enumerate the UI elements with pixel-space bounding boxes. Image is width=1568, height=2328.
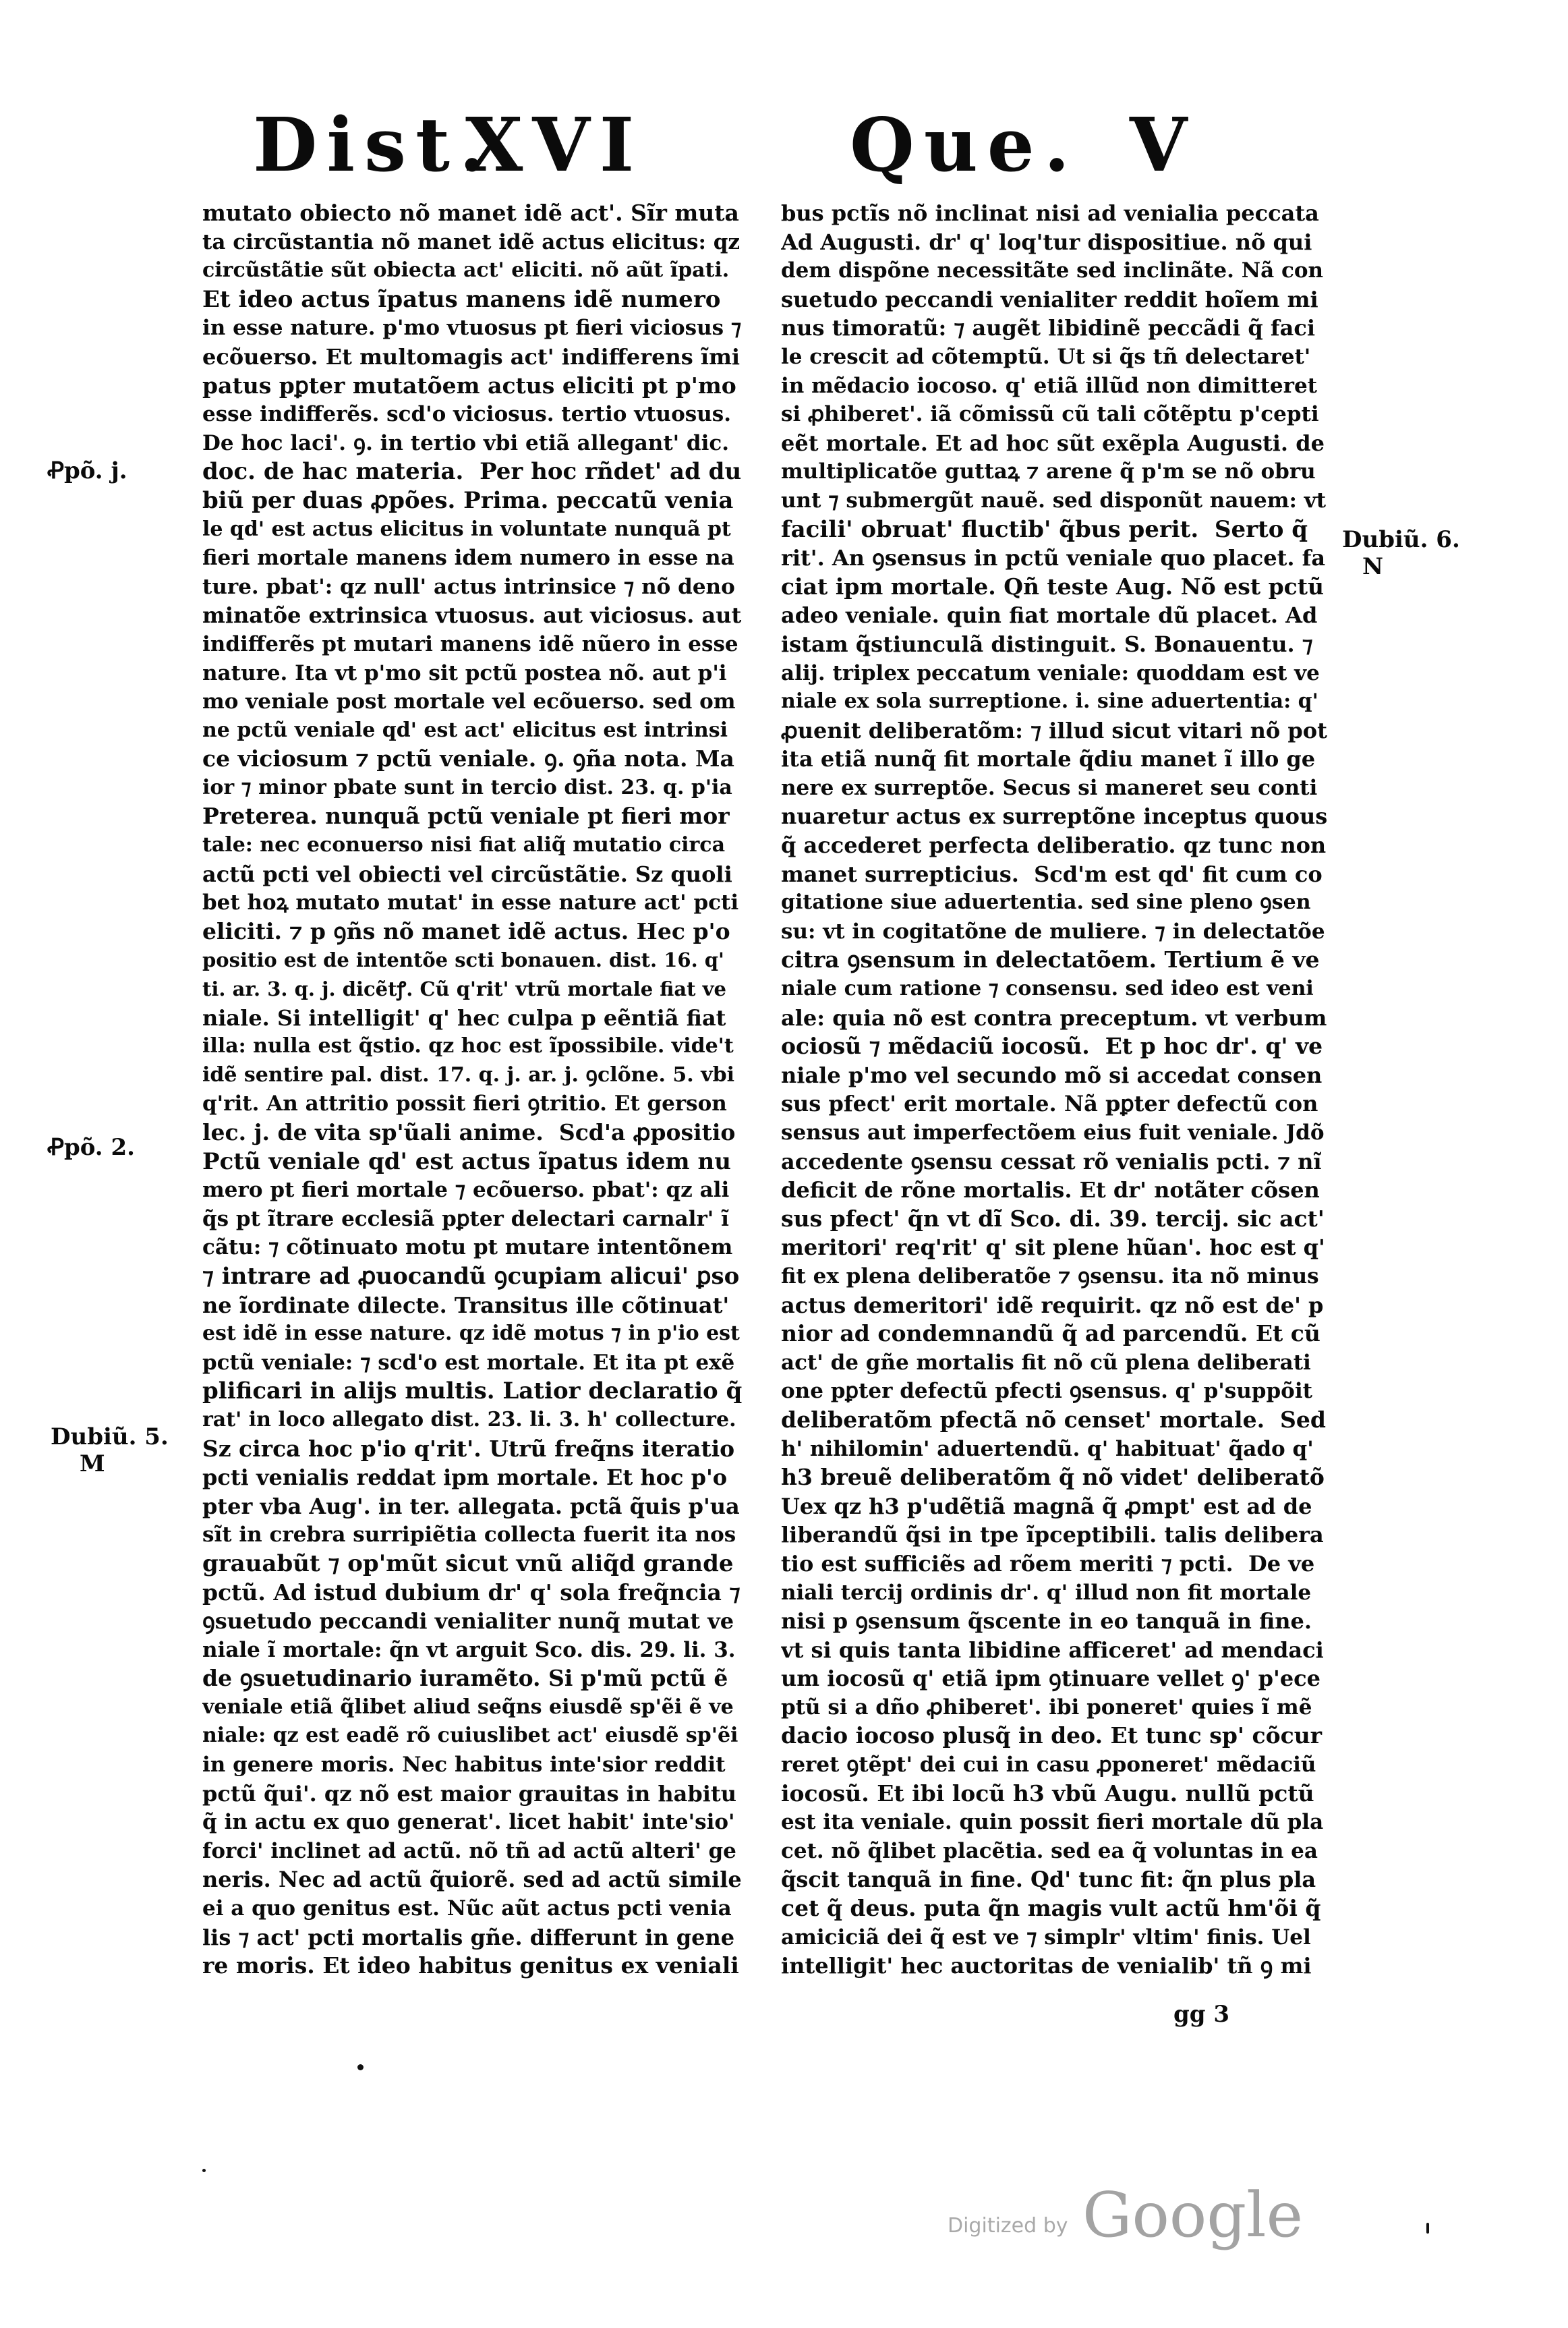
text-line: q̃s pt ĩtrare ecclesiã pꝑter delectari carnalr' ĩ — [202, 1206, 729, 1231]
ink-speck — [202, 2169, 206, 2172]
text-line: niale cum ratione ⁊ consensu. sed ideo est veni — [781, 977, 1314, 1001]
watermark-label: Digitized by — [948, 2214, 1068, 2238]
text-line: sus pfect' q̃n vt dĩ Sco. di. 39. tercij. sic act' — [781, 1205, 1325, 1232]
text-line: doc. de hac materia. Per hoc rñdet' ad du — [202, 458, 742, 486]
text-line: ecõuerso. Et multomagis act' indifferens ĩmi — [202, 343, 741, 370]
text-line: niale: qz est eadẽ rõ cuiuslibet act' eiusdẽ sp'ẽi — [202, 1724, 738, 1748]
text-line: ta circũstantia nõ manet idẽ actus elicitus: qz — [202, 229, 741, 254]
text-line: rat' in loco allegato dist. 23. li. 3. h' collecture. — [202, 1407, 736, 1431]
text-line: manet surrepticius. Scd'm est qd' fit cum co — [781, 861, 1323, 887]
text-line: Ad Augusti. dr' q' loq'tur dispositiue. nõ qui — [781, 229, 1312, 255]
text-line: nisi p ꝯsensum q̃scente in eo tanquã in fine. — [781, 1608, 1312, 1635]
text-line: de ꝯsuetudinario iuramẽto. Si p'mũ pctũ ẽ — [202, 1665, 728, 1692]
text-line: deliberatõm pfectã nõ censet' mortale. Sed — [781, 1406, 1326, 1433]
text-line: nior ad condemnandũ q̃ ad parcendũ. Et cũ — [781, 1320, 1320, 1347]
text-line: iocosũ. Et ibi locũ h3 vbũ Augu. nullũ pctũ — [781, 1780, 1314, 1807]
text-line: liberandũ q̃si in tpe ĩpceptibili. talis delibera — [781, 1522, 1324, 1548]
text-line: h' nihilomin' aduertendũ. q' habituat' q̃ado q' — [781, 1436, 1314, 1461]
text-line: lis ⁊ act' pcti mortalis gñe. differunt in gene — [202, 1924, 735, 1950]
text-line: accedente ꝯsensu cessat rõ venialis pcti. ⁊ nĩ — [781, 1148, 1322, 1174]
text-line: ꝓuenit deliberatõm: ⁊ illud sicut vitari nõ pot — [781, 717, 1327, 743]
text-line: ei a quo genitus est. Nũc aũt actus pcti venia — [202, 1896, 732, 1921]
text-line: um iocosũ q' etiã ipm ꝯtinuare vellet ꝯ' p'ece — [781, 1666, 1321, 1692]
text-line: intelligit' hec auctoritas de venialib' tñ ꝯ mi — [781, 1953, 1312, 1979]
margin-letter-m: M — [80, 1450, 105, 1477]
text-line: q'rit. An attritio possit fieri ꝯtritio. Et gerson — [202, 1091, 727, 1116]
margin-note-dubium-6: Dubiũ. 6. — [1342, 526, 1460, 553]
text-line: patus pꝑter mutatõem actus eliciti pt p'mo — [202, 372, 736, 399]
text-line: actus demeritori' idẽ requirit. qz nõ est de' p — [781, 1292, 1324, 1318]
text-line: deficit de rõne mortalis. Et dr' notãter cõsen — [781, 1177, 1320, 1203]
text-line: act' de gñe mortalis fit nõ cũ plena deliberati — [781, 1350, 1311, 1375]
text-line: meritori' req'rit' q' sit plene hũan'. hoc est q' — [781, 1234, 1325, 1261]
left-text-column — [202, 199, 742, 1981]
text-line: Sz circa hoc p'io q'rit'. Utrũ freq̃ns iteratio — [202, 1435, 735, 1462]
text-line: Uex qz h3 p'udẽtiã magnã q̃ ꝓmpt' est ad de — [781, 1493, 1312, 1519]
text-line: dacio iocoso plusq̃ in deo. Et tunc sp' cõcur — [781, 1722, 1323, 1749]
text-line: adeo veniale. quin fiat mortale dũ placet. Ad — [781, 602, 1318, 629]
text-line: ꝯsuetudo peccandi venialiter nunq̃ mutat ve — [202, 1608, 734, 1635]
text-line: lec. j. de vita sp'ũali anime. Scd'a ꝓpositio — [202, 1119, 736, 1145]
text-line: Et ideo actus ĩpatus manens idẽ numero — [202, 285, 721, 313]
text-line: niali tercij ordinis dr'. q' illud non fit mortale — [781, 1580, 1312, 1605]
text-line: nus timoratũ: ⁊ augẽt libidinẽ peccãdi q̃ faci — [781, 315, 1316, 341]
text-line: re moris. Et ideo habitus genitus ex veniali — [202, 1952, 739, 1979]
running-head-dist-number: XVI — [465, 101, 644, 188]
text-line: tio est sufficiẽs ad rõem meriti ⁊ pcti. De ve — [781, 1550, 1315, 1577]
text-line: gitatione siue aduertentia. sed sine pleno ꝯsen — [781, 890, 1311, 915]
text-line: niale ĩ mortale: q̃n vt arguit Sco. dis. 29. li. 3. — [202, 1637, 736, 1662]
text-line: idẽ sentire pal. dist. 17. q. j. ar. j. ꝯclõne. 5. vbi — [202, 1062, 734, 1087]
text-line: facili' obruat' fluctib' q̃bus perit. Serto q̃ — [781, 515, 1308, 543]
text-line: ale: quia nõ est contra preceptum. vt verbum — [781, 1004, 1327, 1031]
text-line: indifferẽs pt mutari manens idẽ nũero in esse — [202, 631, 738, 656]
text-line: vt si quis tanta libidine afficeret' ad mendaci — [781, 1637, 1324, 1663]
text-line: positio est de intentõe scti bonauen. dist. 16. q' — [202, 948, 724, 972]
text-line: nature. Ita vt p'mo sit pctũ postea nõ. aut p'i — [202, 660, 727, 685]
text-line: in genere moris. Nec habitus inte'sior reddit — [202, 1753, 726, 1778]
text-line: niale. Si intelligit' q' hec culpa p eẽntiã fiat — [202, 1004, 726, 1031]
text-line: bet hoꝝ mutato mutat' in esse nature act' pcti — [202, 890, 739, 915]
text-line: q̃ in actu ex quo generat'. licet habit' inte'sio' — [202, 1810, 735, 1835]
text-line: cet. nõ q̃libet placẽtia. sed ea q̃ voluntas in ea — [781, 1838, 1318, 1863]
text-line: De hoc laci'. ꝯ. in tertio vbi etiã allegant' dic. — [202, 430, 730, 455]
text-line: su: vt in cogitatõne de muliere. ⁊ in delectatõe — [781, 919, 1325, 944]
text-line: ior ⁊ minor pbate sunt in tercio dist. 23. q. p'ia — [202, 775, 732, 799]
text-line: nere ex surreptõe. Secus si maneret seu conti — [781, 775, 1318, 800]
text-line: Pctũ veniale qd' est actus ĩpatus idem nu — [202, 1147, 731, 1175]
running-head-que: Que. — [850, 101, 1080, 188]
text-line: bus pctĩs nõ inclinat nisi ad venialia peccata — [781, 200, 1319, 226]
text-line: biũ per duas ꝓpões. Prima. peccatũ venia — [202, 486, 734, 514]
text-line: est idẽ in esse nature. qz idẽ motus ⁊ in p'io est — [202, 1322, 740, 1346]
text-line: rit'. An ꝯsensus in pctũ veniale quo placet. fa — [781, 545, 1326, 571]
text-line: minatõe extrinsica vtuosus. aut viciosus. aut — [202, 602, 742, 629]
text-line: dem dispõne necessitãte sed inclinãte. Nã con — [781, 258, 1324, 283]
text-line: multiplicatõe guttaꝝ ⁊ arene q̃ p'm se nõ obru — [781, 459, 1316, 484]
text-line: actũ pcti vel obiecti vel circũstãtie. Sz quoli — [202, 861, 732, 887]
text-line: ture. pbat': qz null' actus intrinsice ⁊ nõ deno — [202, 574, 735, 599]
text-line: esse indifferẽs. scd'o viciosus. tertio vtuosus. — [202, 402, 732, 427]
ink-speck — [1426, 2223, 1429, 2234]
ink-speck — [357, 2064, 364, 2070]
text-line: eliciti. ⁊ p ꝯñs nõ manet idẽ actus. Hec p'o — [202, 917, 730, 944]
text-line: ti. ar. 3. q. j. dicẽtꝭ. Cũ q'rit' vtrũ mortale fiat ve — [202, 977, 726, 1001]
text-line: pctũ veniale: ⁊ scd'o est mortale. Et ita pt exẽ — [202, 1350, 735, 1375]
text-line: ita etiã nunq̃ fit mortale q̃diu manet ĩ illo ge — [781, 746, 1316, 772]
text-line: unt ⁊ submergũt nauẽ. sed disponũt nauem: vt — [781, 488, 1327, 513]
text-line: nuaretur actus ex surreptõne inceptus quous — [781, 803, 1327, 830]
text-line: est ita veniale. quin possit fieri mortale dũ pla — [781, 1810, 1324, 1835]
margin-note-propo-1: Ꝓpõ. j. — [47, 457, 127, 484]
text-line: sensus aut imperfectõem eius fuit veniale. Jdõ — [781, 1120, 1325, 1145]
text-line: sĩt in crebra surripiẽtia collecta fuerit ita nos — [202, 1523, 736, 1548]
text-line: le qd' est actus elicitus in voluntate nunquã pt — [202, 517, 731, 541]
margin-note-propo-2: Ꝓpõ. 2. — [47, 1134, 135, 1161]
text-line: istam q̃stiunculã distinguit. S. Bonauentu. ⁊ — [781, 631, 1313, 657]
text-line: mero pt fieri mortale ⁊ ecõuerso. pbat': qz ali — [202, 1178, 730, 1203]
text-line: q̃ accederet perfecta deliberatio. qz tunc non — [781, 832, 1327, 859]
text-line: sus pfect' erit mortale. Nã pꝑter defectũ con — [781, 1091, 1318, 1117]
text-line: niale ex sola surreptione. i. sine aduertentia: q' — [781, 689, 1318, 714]
text-line: si ꝓhiberet'. iã cõmissũ cũ tali cõtẽptu p'cepti — [781, 402, 1319, 427]
running-head-que-number: V — [1130, 101, 1197, 188]
text-line: forci' inclinet ad actũ. nõ tñ ad actũ alteri' ge — [202, 1838, 736, 1863]
text-line: ptũ si a dño ꝓhiberet'. ibi poneret' quies ĩ mẽ — [781, 1695, 1312, 1720]
signature-mark: gg 3 — [1173, 2001, 1230, 2028]
text-line: pter vba Aug'. in ter. allegata. pctã q̃uis p'ua — [202, 1493, 740, 1519]
text-line: le crescit ad cõtemptũ. Ut si q̃s tñ delectaret' — [781, 344, 1311, 369]
text-line: pctũ q̃ui'. qz nõ est maior grauitas in habitu — [202, 1780, 736, 1807]
right-text-column — [781, 199, 1327, 1981]
text-line: ⁊ intrare ad ꝓuocandũ ꝯcupiam alicui' ꝑso — [202, 1262, 740, 1290]
text-line: mo veniale post mortale vel ecõuerso. sed om — [202, 689, 736, 714]
text-line: Preterea. nunquã pctũ veniale pt fieri mor — [202, 803, 730, 830]
text-line: cãtu: ⁊ cõtinuato motu pt mutare intentõnem — [202, 1235, 733, 1260]
text-line: one pꝑter defectũ pfecti ꝯsensus. q' p'suppõit — [781, 1379, 1312, 1404]
margin-note-dubium-5: Dubiũ. 5. — [51, 1423, 169, 1450]
text-line: tale: nec econuerso nisi fiat aliq̃ mutatio circa — [202, 833, 726, 857]
text-line: niale p'mo vel secundo mõ si accedat consen — [781, 1062, 1323, 1088]
google-logo: Google — [1082, 2179, 1304, 2251]
text-line: plificari in alijs multis. Latior declaratio q̃ — [202, 1378, 742, 1405]
text-line: eẽt mortale. Et ad hoc sũt exẽpla Augusti. de — [781, 430, 1325, 456]
text-line: ociosũ ⁊ mẽdaciũ iocosũ. Et p hoc dr'. q' ve — [781, 1033, 1323, 1060]
text-line: ce viciosum ⁊ pctũ veniale. ꝯ. ꝯña nota. Ma — [202, 745, 734, 772]
text-line: h3 breuẽ deliberatõm q̃ nõ videt' deliberatõ — [781, 1464, 1325, 1491]
text-line: in mẽdacio iocoso. q' etiã illũd non dimitteret — [781, 373, 1317, 398]
text-line: amiciciã dei q̃ est ve ⁊ simplr' vltim' finis. Uel — [781, 1925, 1311, 1950]
text-line: ciat ipm mortale. Qñ teste Aug. Nõ est pctũ — [781, 573, 1325, 600]
text-line: citra ꝯsensum in delectatõem. Tertium ẽ ve — [781, 946, 1320, 973]
text-line: reret ꝯtẽpt' dei cui in casu ꝓponeret' mẽdaciũ — [781, 1753, 1316, 1778]
text-line: suetudo peccandi venialiter reddit hoĩem mi — [781, 286, 1318, 312]
text-line: neris. Nec ad actũ q̃uiorẽ. sed ad actũ simile — [202, 1867, 742, 1893]
text-line: circũstãtie sũt obiecta act' eliciti. nõ aũt ĩpati. — [202, 258, 730, 283]
text-line: illa: nulla est q̃stio. qz hoc est ĩpossibile. vide't — [202, 1034, 734, 1058]
text-line: in esse nature. p'mo vtuosus pt fieri viciosus ⁊ — [202, 316, 742, 341]
text-line: mutato obiecto nõ manet idẽ act'. Sĩr muta — [202, 200, 739, 226]
margin-letter-n: N — [1362, 553, 1384, 580]
text-line: cet q̃ deus. puta q̃n magis vult actũ hm'õi q̃ — [781, 1895, 1321, 1922]
text-line: pcti venialis reddat ipm mortale. Et hoc p'o — [202, 1465, 728, 1491]
text-line: ne pctũ veniale qd' est act' elicitus est intrinsi — [202, 718, 728, 742]
text-line: q̃scit tanquã in fine. Qd' tunc fit: q̃n plus pla — [781, 1867, 1316, 1893]
text-line: fit ex plena deliberatõe ⁊ ꝯsensu. ita nõ minus — [781, 1264, 1319, 1288]
running-head-dist: Dist. — [253, 101, 495, 188]
text-line: fieri mortale manens idem numero in esse na — [202, 546, 734, 571]
text-line: alij. triplex peccatum veniale: quoddam est ve — [781, 660, 1320, 685]
text-line: grauabũt ⁊ op'mũt sicut vnũ aliq̃d grande — [202, 1550, 734, 1577]
text-line: pctũ. Ad istud dubium dr' q' sola freq̃ncia ⁊ — [202, 1579, 741, 1606]
text-line: veniale etiã q̃libet aliud seq̃ns eiusdẽ sp'ẽi ẽ ve — [202, 1695, 734, 1719]
text-line: ne ĩordinate dilecte. Transitus ille cõtinuat' — [202, 1292, 730, 1318]
